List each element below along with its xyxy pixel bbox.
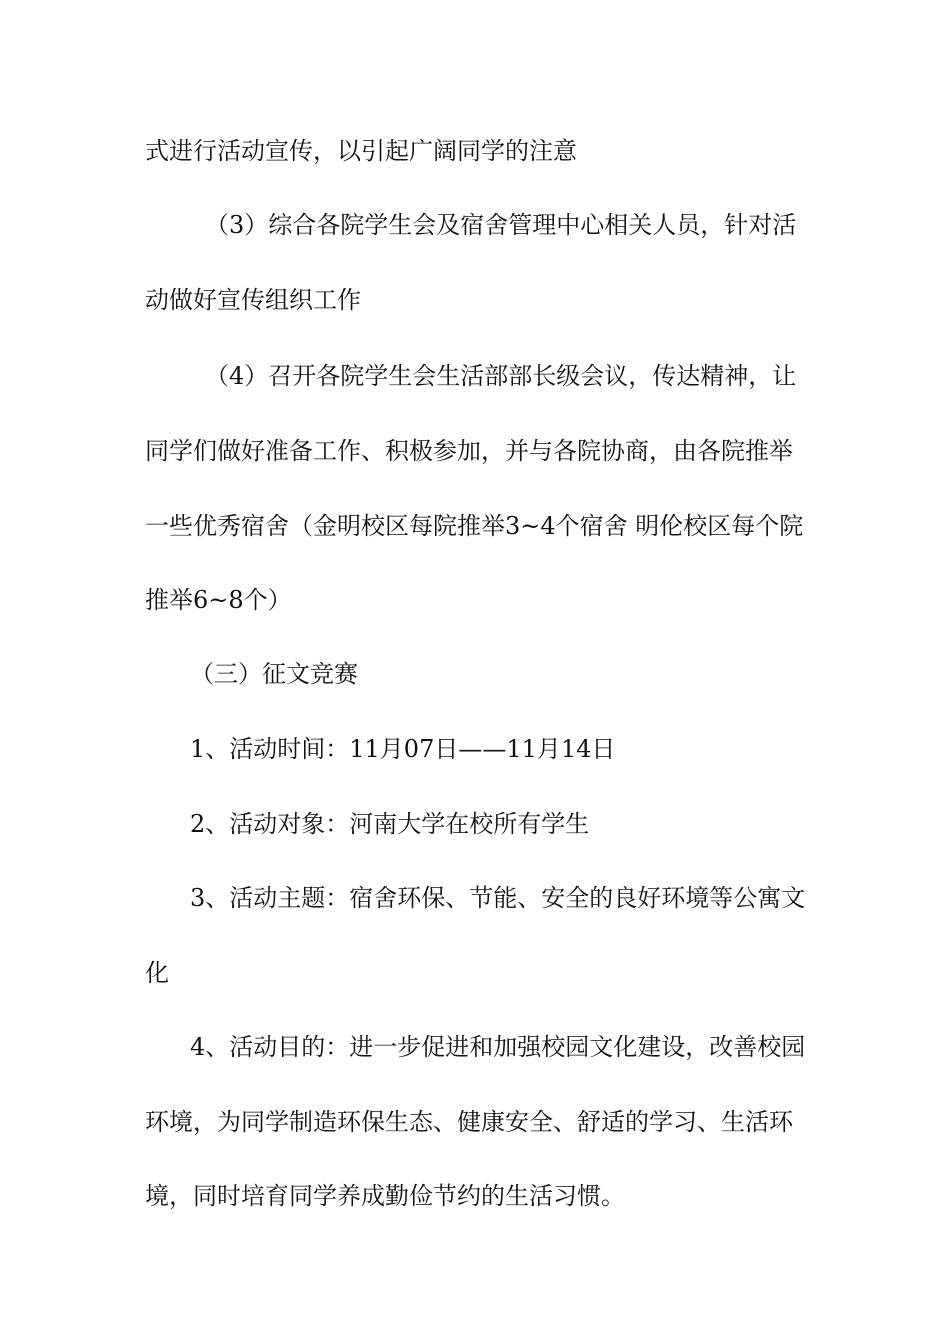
paragraph-line: 推举6~8个）: [145, 586, 292, 614]
paragraph-line: 式进行活动宣传，以引起广阔同学的注意: [145, 137, 577, 165]
paragraph-line: 同学们做好准备工作、积极参加，并与各院协商，由各院推举: [145, 437, 793, 465]
paragraph-line: 境，同时培育同学养成勤俭节约的生活习惯。: [145, 1182, 625, 1210]
paragraph-line: 一些优秀宿舍（金明校区每院推举3~4个宿舍 明伦校区每个院: [145, 512, 804, 540]
list-item: 3、活动主题：宿舍环保、节能、安全的良好环境等公寓文: [190, 884, 806, 912]
paragraph-line: 动做好宣传组织工作: [145, 286, 361, 314]
list-item: 4、活动目的：进一步促进和加强校园文化建设，改善校园: [190, 1033, 806, 1061]
list-item: 1、活动时间：11月07日——11月14日: [190, 735, 616, 763]
paragraph-line: 环境，为同学制造环保生态、健康安全、舒适的学习、生活环: [145, 1108, 793, 1136]
section-heading: （三）征文竞赛: [190, 660, 358, 688]
paragraph-line: （4）召开各院学生会生活部部长级会议，传达精神，让: [205, 362, 797, 390]
paragraph-line: （3）综合各院学生会及宿舍管理中心相关人员，针对活: [205, 211, 797, 239]
list-item: 2、活动对象：河南大学在校所有学生: [190, 810, 590, 838]
paragraph-line: 化: [145, 959, 169, 987]
